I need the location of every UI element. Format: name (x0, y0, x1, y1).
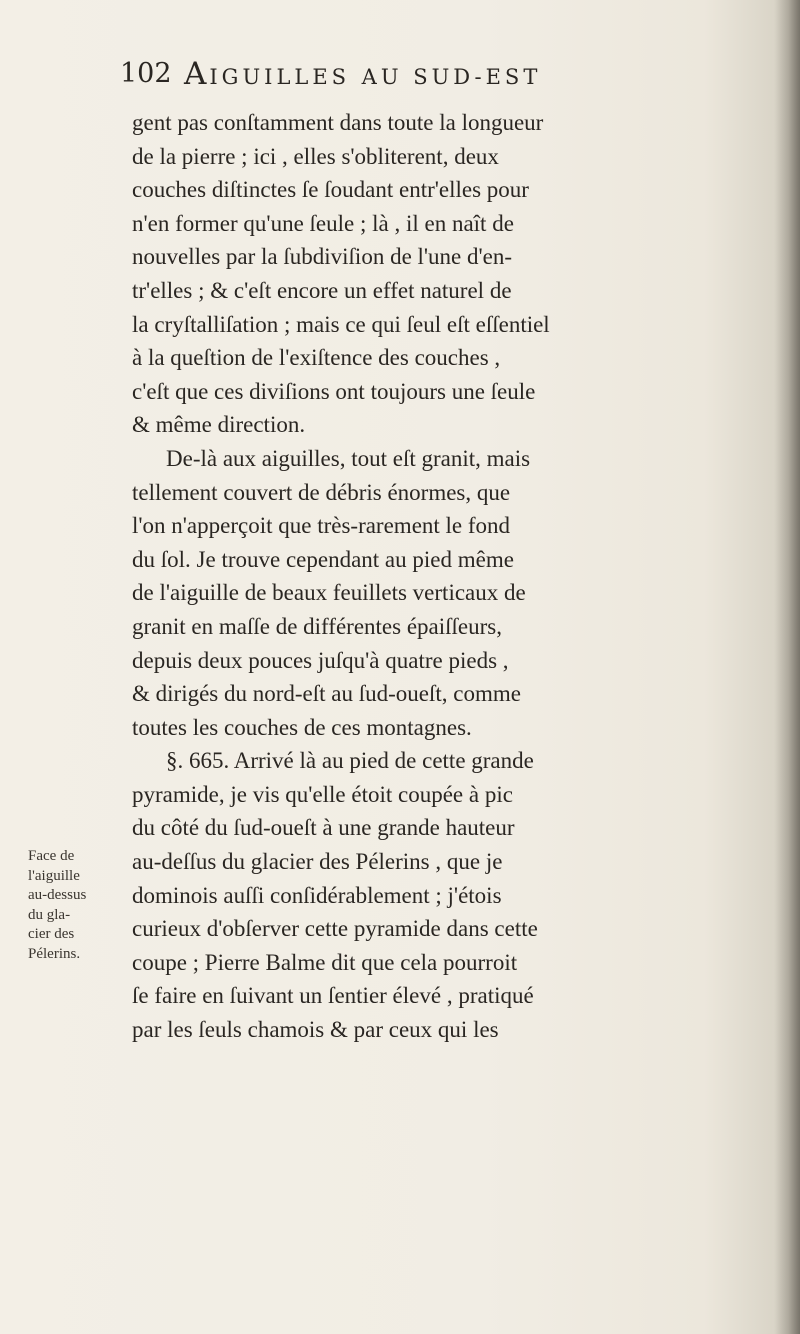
text-line: c'eſt que ces diviſions ont toujours une ſeule (132, 378, 536, 404)
margin-note-line: l'aiguille (28, 867, 80, 884)
body-text (132, 106, 742, 1047)
text-line: depuis deux pouces juſqu'à quatre pieds , (132, 647, 509, 673)
margin-note (28, 847, 124, 964)
text-line: ſe faire en ſuivant un ſentier élevé , pratiqué (132, 983, 534, 1009)
text-line: au-deſſus du glacier des Pélerins , que je (132, 849, 503, 875)
margin-note-line: du gla- (28, 906, 71, 923)
text-line: granit en maſſe de différentes épaiſſeurs, (132, 613, 502, 639)
paragraph-start-line: De-là aux aiguilles, tout eſt granit, mais (166, 445, 531, 471)
running-title-tail: AU SUD-EST (361, 65, 542, 89)
text-line: curieux d'obſerver cette pyramide dans cette (132, 916, 538, 942)
text-line: de la pierre ; ici , elles s'obliterent, deux (132, 143, 499, 169)
margin-note-line: au-dessus (28, 887, 87, 903)
text-line: & dirigés du nord-eſt au ſud-oueſt, comme (132, 681, 521, 707)
text-line: couches diſtinctes ſe ſoudant entr'elles pour (132, 177, 529, 203)
text-line: coupe ; Pierre Balme dit que cela pourroit (132, 949, 518, 975)
text-line: n'en former qu'une ſeule ; là , il en naît de (132, 210, 514, 236)
page-edge-shadow (774, 0, 800, 1334)
running-title (184, 56, 541, 92)
text-line: tr'elles ; & c'eſt encore un effet naturel de (132, 277, 512, 303)
text-line: du côté du ſud-oueſt à une grande hauteur (132, 815, 515, 841)
text-line: à la queſtion de l'exiſtence des couches , (132, 345, 501, 371)
text-line: toutes les couches de ces montagnes. (132, 714, 472, 740)
margin-note-line: Pélerins. (28, 945, 81, 962)
running-head (120, 56, 740, 96)
text-line: nouvelles par la ſubdiviſion de l'une d'en- (132, 244, 513, 270)
text-line: de l'aiguille de beaux feuillets verticaux de (132, 580, 526, 606)
page-number: 102 (120, 58, 172, 89)
section-start-line: §. 665. Arrivé là au pied de cette grande (166, 748, 534, 774)
text-line: gent pas conſtamment dans toute la longueur (132, 110, 544, 135)
margin-note-line: cier des (28, 926, 75, 942)
text-line: & même direction. (132, 412, 306, 438)
running-title-word: IGUILLES (209, 65, 351, 89)
text-line: par les ſeuls chamois & par ceux qui les (132, 1017, 499, 1043)
running-title-initial: A (184, 56, 210, 92)
text-line: l'on n'apperçoit que très-rarement le fond (132, 513, 511, 539)
text-line: du ſol. Je trouve cependant au pied même (132, 546, 514, 572)
text-line: tellement couvert de débris énormes, que (132, 479, 511, 505)
text-line: dominois auſſi conſidérablement ; j'étois (132, 882, 502, 908)
margin-note-line: Face de (28, 848, 75, 864)
text-line: la cryſtalliſation ; mais ce qui ſeul eſt eſſentiel (132, 311, 550, 337)
text-line: pyramide, je vis qu'elle étoit coupée à pic (132, 781, 513, 807)
